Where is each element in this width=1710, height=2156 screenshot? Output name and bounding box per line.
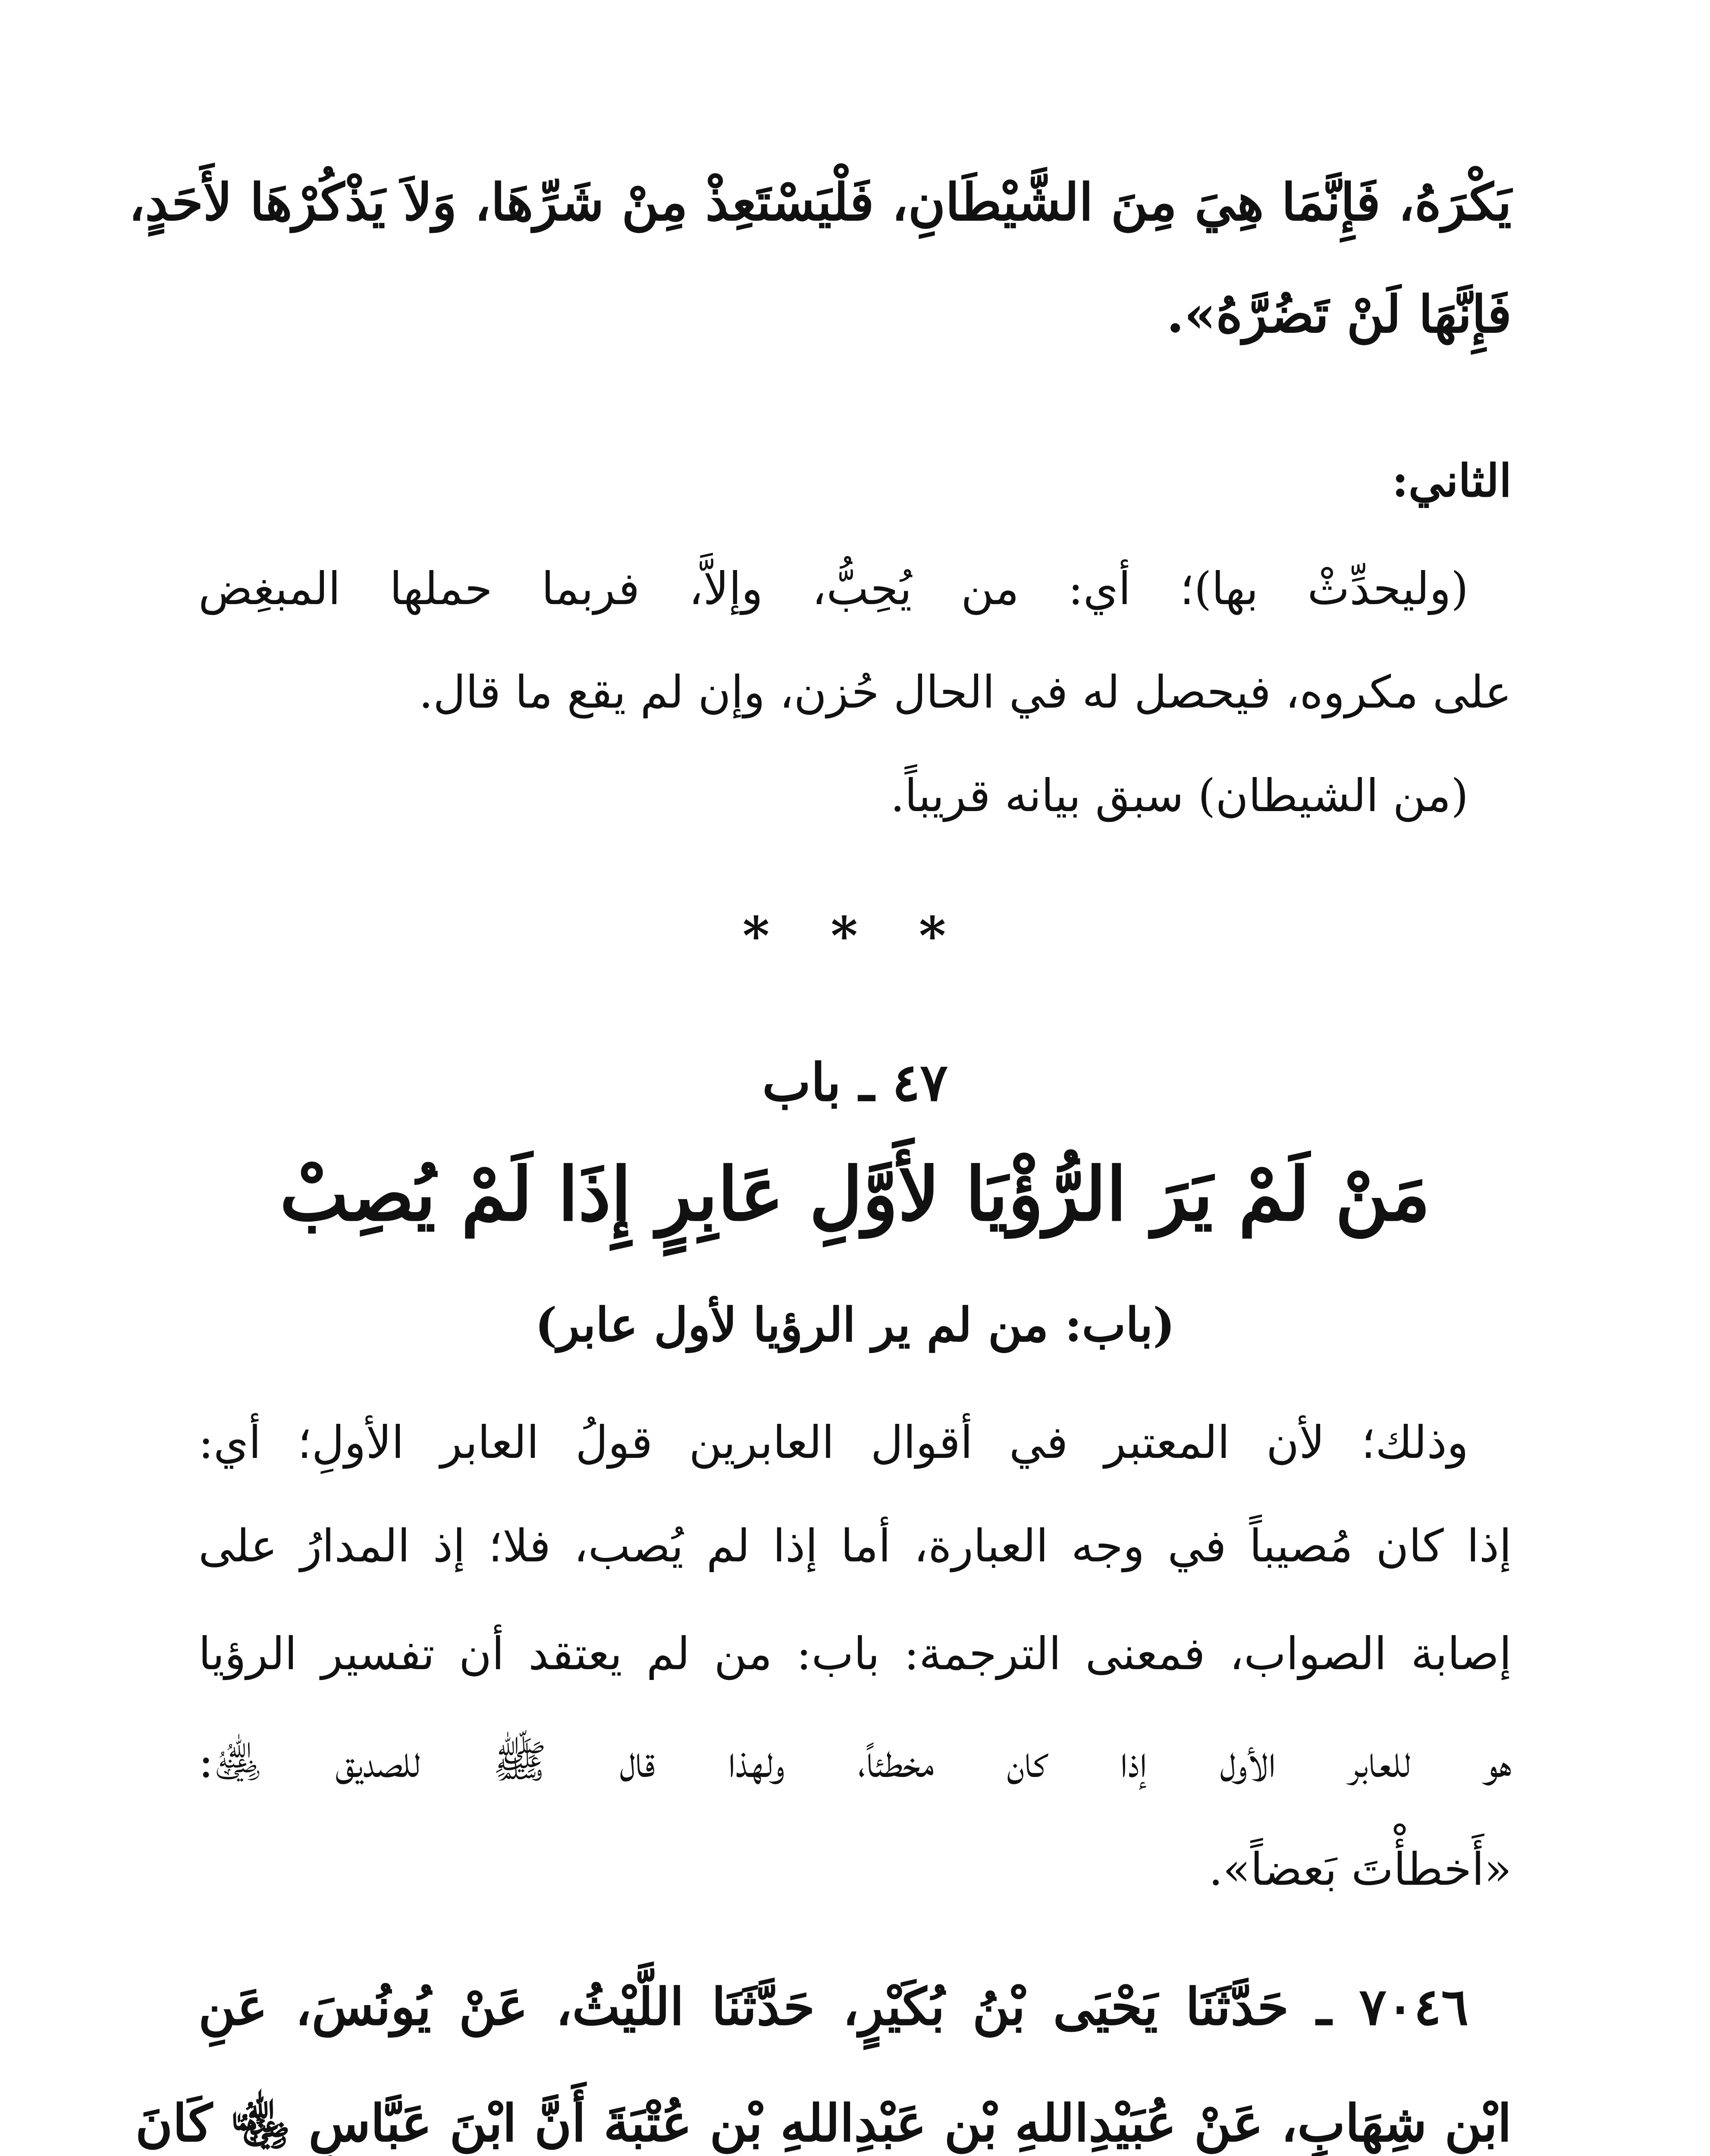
commentary-heading: الثاني: <box>1392 454 1512 507</box>
chapter-subheading: (باب: من لم ير الرؤيا لأول عابر) <box>535 1298 1175 1352</box>
explanation-line: هو للعابر الأول إذا كان مخطئاً، ولهذا قال ﷺ للصديق ﵁: <box>198 1735 1512 1788</box>
commentary-line: (وليحدِّثْ بها)؛ أي: من يُحِبُّ، وإلاَّ، فربما حملها المبغِض <box>198 562 1468 615</box>
explanation-line: «أَخطأْتَ بَعضاً». <box>1208 1843 1512 1896</box>
explanation-line: إذا كان مُصيباً في وجه العبارة، أما إذا لم يُصب، فلا؛ إذ المدارُ على <box>198 1520 1512 1572</box>
hadith-line: ابْنِ شِهَابٍ، عَنْ عُبَيْدِاللهِ بْنِ عَبْدِاللهِ بْنِ عُتْبَةَ أَنَّ ابْنَ عَبَّاسٍ ﵄ كَانَ <box>135 2093 1512 2153</box>
explanation-line: وذلك؛ لأن المعتبر في أقوال العابرين قولُ العابر الأولِ؛ أي: <box>198 1416 1468 1469</box>
chapter-number: ٤٧ ـ باب <box>762 1052 948 1113</box>
hadith-line: ٧٠٤٦ ـ حَدَّثَنَا يَحْيَى بْنُ بُكَيْرٍ، حَدَّثَنَا اللَّيْثُ، عَنْ يُونُسَ، عَنِ <box>198 1977 1468 2037</box>
hadith-continuation-line: فَإِنَّهَا لَنْ تَضُرَّهُ». <box>1166 284 1512 344</box>
section-separator: * * * <box>742 906 968 966</box>
hadith-continuation-line: يَكْرَهُ، فَإِنَّمَا هِيَ مِنَ الشَّيْطَانِ، فَلْيَسْتَعِذْ مِنْ شَرِّهَا، وَلاَ يَذْكُرْهَا لأَحَدٍ، <box>129 172 1512 232</box>
chapter-title: مَنْ لَمْ يَرَ الرُّؤْيَا لأَوَّلِ عَابِرٍ إِذَا لَمْ يُصِبْ <box>279 1151 1431 1238</box>
commentary-line: (من الشيطان) سبق بيانه قريباً. <box>890 769 1468 822</box>
explanation-line: إصابة الصواب، فمعنى الترجمة: باب: من لم يعتقد أن تفسير الرؤيا <box>198 1627 1512 1680</box>
commentary-line: على مكروه، فيحصل له في الحال حُزن، وإن لم يقع ما قال. <box>419 666 1512 718</box>
